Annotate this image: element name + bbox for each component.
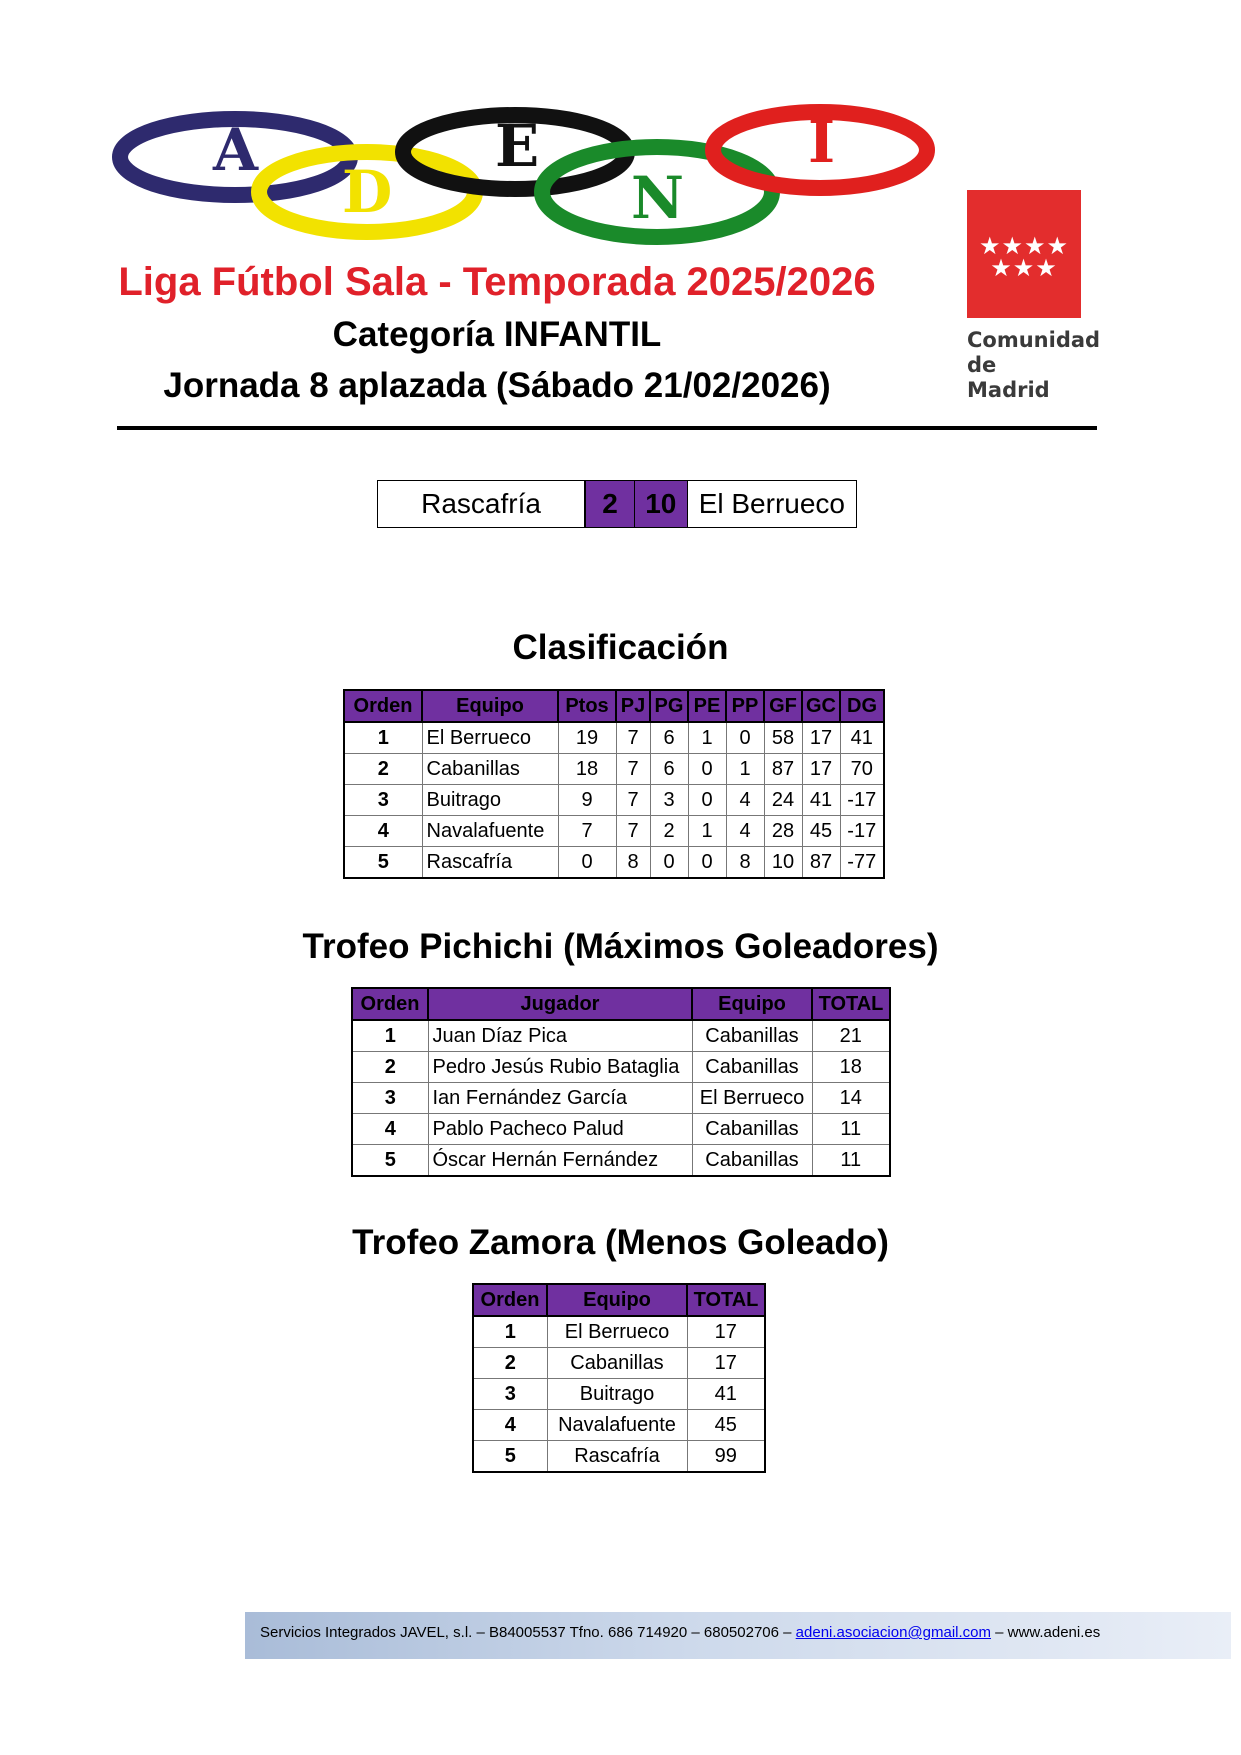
standings-cell: 7 [616,785,650,816]
pichichi-cell: 14 [812,1083,890,1114]
pichichi-cell: 11 [812,1114,890,1145]
pichichi-cell: Cabanillas [692,1145,812,1177]
standings-cell: 4 [726,785,764,816]
table-row [473,1379,765,1410]
table-row [344,785,884,816]
category-title: Categoría INFANTIL [332,315,662,354]
standings-cell: Navalafuente [422,816,558,847]
zamora-cell: 4 [473,1410,547,1441]
pichichi-cell: Óscar Hernán Fernández [428,1145,692,1177]
standings-header-cell: Equipo [422,690,558,722]
madrid-name [967,328,1101,403]
logo-letter-i: I [808,108,836,176]
comunidad-madrid-logo [967,190,1101,402]
standings-cell: Cabanillas [422,754,558,785]
madrid-stars-top: ★★★★ [978,232,1070,260]
table-row [352,1145,890,1177]
madrid-flag [967,190,1081,318]
pichichi-cell: 3 [352,1083,428,1114]
logo-letter-d: D [342,158,393,226]
zamora-header-cell: Equipo [547,1284,687,1316]
zamora-header-cell: Orden [473,1284,547,1316]
standings-cell: -17 [840,816,884,847]
zamora-cell: 1 [473,1316,547,1348]
standings-cell: 1 [688,722,726,754]
home-goals: 2 [584,481,634,527]
standings-cell: 41 [802,785,840,816]
zamora-cell: 17 [687,1348,765,1379]
standings-title: Clasificación [512,628,729,667]
standings-cell: 8 [726,847,764,879]
standings-cell: Buitrago [422,785,558,816]
pichichi-cell: Ian Fernández García [428,1083,692,1114]
standings-cell: 0 [726,722,764,754]
footer-company: Servicios Integrados JAVEL, s.l. – B84005537 Tfno. 686 714920 – 680502706 – [260,1624,796,1641]
table-row [344,816,884,847]
standings-cell: 7 [616,722,650,754]
zamora-cell: 17 [687,1316,765,1348]
standings-table [343,689,885,879]
zamora-cell: 45 [687,1410,765,1441]
standings-cell: 6 [650,722,688,754]
standings-cell: 0 [558,847,616,879]
zamora-cell: Navalafuente [547,1410,687,1441]
table-row [352,1083,890,1114]
standings-header-cell: PE [688,690,726,722]
league-title: Liga Fútbol Sala - Temporada 2025/2026 [118,260,876,304]
standings-cell: 7 [558,816,616,847]
standings-cell: 87 [802,847,840,879]
standings-cell: 87 [764,754,802,785]
standings-cell: 41 [840,722,884,754]
footer-email-link[interactable]: adeni.asociacion@gmail.com [795,1624,991,1641]
standings-cell: 2 [344,754,422,785]
standings-cell: 1 [726,754,764,785]
zamora-cell: Buitrago [547,1379,687,1410]
home-team: Rascafría [421,488,541,519]
standings-cell: -77 [840,847,884,879]
standings-cell: 3 [344,785,422,816]
pichichi-cell: 21 [812,1020,890,1052]
standings-cell: 70 [840,754,884,785]
zamora-title: Trofeo Zamora (Menos Goleado) [352,1223,889,1262]
standings-cell: 0 [650,847,688,879]
pichichi-cell: 5 [352,1145,428,1177]
pichichi-header-cell: TOTAL [812,988,890,1020]
standings-cell: 1 [688,816,726,847]
zamora-cell: 41 [687,1379,765,1410]
standings-cell: 5 [344,847,422,879]
standings-header-cell: GC [802,690,840,722]
standings-cell: 6 [650,754,688,785]
table-row [473,1348,765,1379]
away-team: El Berrueco [687,481,856,527]
pichichi-cell: Cabanillas [692,1052,812,1083]
header-divider [117,426,1097,430]
standings-cell: 17 [802,722,840,754]
standings-cell: 4 [344,816,422,847]
logo-letter-e: E [495,112,540,180]
standings-cell: 0 [688,785,726,816]
table-row [344,847,884,879]
table-row [473,1316,765,1348]
pichichi-header-cell: Equipo [692,988,812,1020]
pichichi-cell: El Berrueco [692,1083,812,1114]
pichichi-title: Trofeo Pichichi (Máximos Goleadores) [302,927,939,966]
zamora-cell: 5 [473,1441,547,1473]
footer-web: – www.adeni.es [991,1624,1101,1641]
standings-cell: 19 [558,722,616,754]
pichichi-cell: Pedro Jesús Rubio Bataglia [428,1052,692,1083]
adeni-logo [105,100,935,265]
footer-text [260,1624,1100,1641]
pichichi-cell: 18 [812,1052,890,1083]
standings-cell: 8 [616,847,650,879]
standings-header-cell: PJ [616,690,650,722]
table-row [352,1114,890,1145]
zamora-cell: 3 [473,1379,547,1410]
standings-header-cell: GF [764,690,802,722]
zamora-table [472,1283,766,1473]
standings-cell: 7 [616,754,650,785]
standings-cell: 17 [802,754,840,785]
table-row [352,1052,890,1083]
madrid-line1: Comunidad [967,328,1101,352]
pichichi-cell: 4 [352,1114,428,1145]
standings-header-cell: PP [726,690,764,722]
standings-header-cell: Ptos [558,690,616,722]
pichichi-table [351,987,891,1177]
standings-cell: Rascafría [422,847,558,879]
zamora-cell: Rascafría [547,1441,687,1473]
standings-header-cell: DG [840,690,884,722]
standings-cell: 3 [650,785,688,816]
zamora-cell: 2 [473,1348,547,1379]
standings-cell: 2 [650,816,688,847]
zamora-cell: Cabanillas [547,1348,687,1379]
standings-cell: 18 [558,754,616,785]
standings-cell: El Berrueco [422,722,558,754]
logo-letter-a: A [213,116,259,184]
round-title: Jornada 8 aplazada (Sábado 21/02/2026) [163,366,831,405]
standings-cell: -17 [840,785,884,816]
pichichi-cell: 1 [352,1020,428,1052]
standings-cell: 28 [764,816,802,847]
standings-cell: 7 [616,816,650,847]
standings-cell: 10 [764,847,802,879]
zamora-header-cell: TOTAL [687,1284,765,1316]
table-row [352,1020,890,1052]
standings-cell: 4 [726,816,764,847]
zamora-cell: El Berrueco [547,1316,687,1348]
pichichi-header-cell: Orden [352,988,428,1020]
table-row [473,1441,765,1473]
madrid-line2: de Madrid [967,353,1050,402]
match-result [377,480,857,528]
table-row [344,754,884,785]
standings-cell: 0 [688,754,726,785]
pichichi-cell: 2 [352,1052,428,1083]
pichichi-cell: Juan Díaz Pica [428,1020,692,1052]
pichichi-cell: Cabanillas [692,1020,812,1052]
logo-letter-n: N [631,164,685,232]
standings-header-cell: Orden [344,690,422,722]
pichichi-cell: Cabanillas [692,1114,812,1145]
pichichi-header-cell: Jugador [428,988,692,1020]
standings-cell: 45 [802,816,840,847]
standings-cell: 9 [558,785,616,816]
madrid-stars-bottom: ★★★ [990,254,1058,282]
table-row [344,722,884,754]
zamora-cell: 99 [687,1441,765,1473]
pichichi-cell: Pablo Pacheco Palud [428,1114,692,1145]
table-row [473,1410,765,1441]
standings-cell: 1 [344,722,422,754]
standings-header-cell: PG [650,690,688,722]
standings-cell: 24 [764,785,802,816]
standings-cell: 58 [764,722,802,754]
pichichi-cell: 11 [812,1145,890,1177]
standings-cell: 0 [688,847,726,879]
away-goals: 10 [634,481,687,527]
